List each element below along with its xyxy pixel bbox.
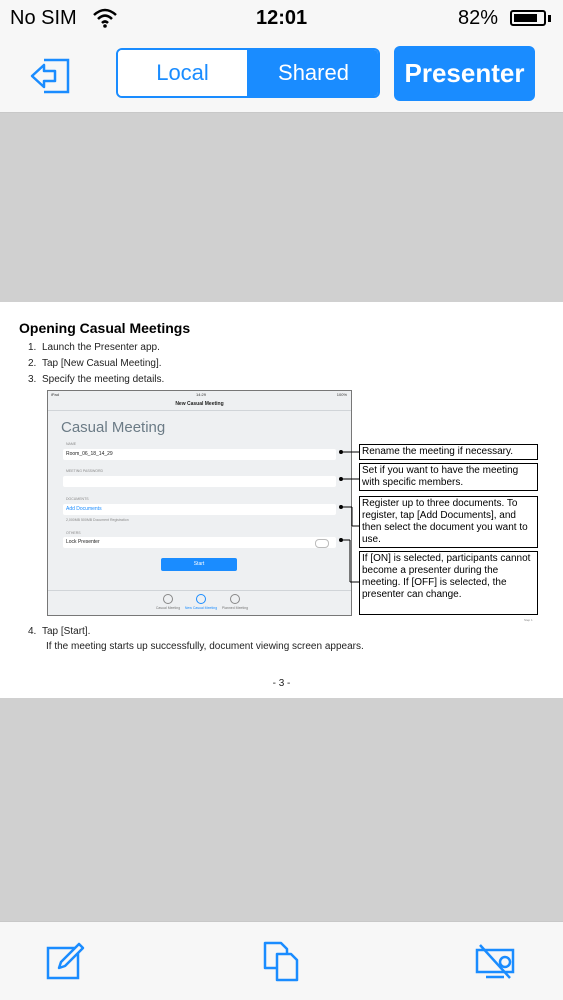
embedded-tab-planned: Planned Meeting [210,594,260,610]
battery-tip [548,15,551,22]
embedded-nav-title: New Casual Meeting [48,398,351,411]
lock-presenter-field: Lock Presenter [63,537,336,548]
callout-rename: Rename the meeting if necessary. [359,444,538,460]
documents-label: DOCUMENTS [66,497,89,501]
carrier-label: No SIM [10,7,77,29]
step-4-note: If the meeting starts up successfully, document viewing screen appears. [46,641,364,652]
segment-local[interactable]: Local [118,50,249,96]
name-label: NAME [66,442,77,446]
document-page[interactable]: Opening Casual Meetings 1. Launch the Presenter app. 2. Tap [New Casual Meeting]. 3. Specify the meeting details. iPad 14:29 100% New Casual Meeting Casual Meeting NAME Room_06_18_14_29 MEETING PASSWORD DOCUMENTS Add Documents 2,000MB 500MB Document Registration OTHERS Lock Presenter Start Casual Meeting New Casual Meeting Planned Meeting Rename the meeting if necessary. Set if you want to have the meeting with specific members. Register up to three documents. To register, tap [Add Documents], and then select the document you want to use. If [ON] is selected, participants cannot become a presenter during the meeting. If [OFF] is selected, the presenter can change. Step 1 4. Tap [Start]. If the meeting starts up successfully, document viewing screen appears. - 3 - [0,302,563,698]
others-label: OTHERS [66,531,81,535]
documents-note: 2,000MB 500MB Document Registration [66,518,129,522]
source-segmented-control [116,48,380,98]
callout-lock: If [ON] is selected, participants cannot become a presenter during the meeting. If [OFF] is selected, the presenter can change. [359,551,538,615]
embedded-start-button: Start [161,558,237,571]
pages-icon[interactable] [261,940,303,982]
name-field: Room_06_18_14_29 [63,449,336,460]
embedded-heading: Casual Meeting [61,419,166,436]
screen-off-icon[interactable] [474,940,516,982]
embedded-status-bar: iPad 14:29 100% [51,392,347,397]
callout-password: Set if you want to have the meeting with specific members. [359,463,538,491]
status-bar [0,0,563,40]
battery-icon [510,10,546,26]
doc-title: Opening Casual Meetings [19,320,191,336]
embedded-tab-casual: Casual Meeting [143,594,193,610]
page-number: - 3 - [272,678,291,689]
battery-percent: 82% [458,7,499,29]
clock: 12:01 [256,7,308,29]
tiny-note: Step 1 [524,618,533,622]
nav-bar [0,40,563,113]
callout-documents: Register up to three documents. To register, tap [Add Documents], and then select the document you want to use. [359,496,538,548]
add-documents-field: Add Documents [63,504,336,515]
password-label: MEETING PASSWORD [66,469,104,473]
embedded-tab-new-casual: New Casual Meeting [176,594,226,610]
back-arrow-icon[interactable] [28,56,74,96]
edit-pencil-icon[interactable] [45,940,87,982]
wifi-icon [92,8,118,28]
bottom-toolbar [0,921,563,1000]
segment-shared[interactable]: Shared [249,50,378,96]
presenter-button[interactable]: Presenter [394,46,535,101]
